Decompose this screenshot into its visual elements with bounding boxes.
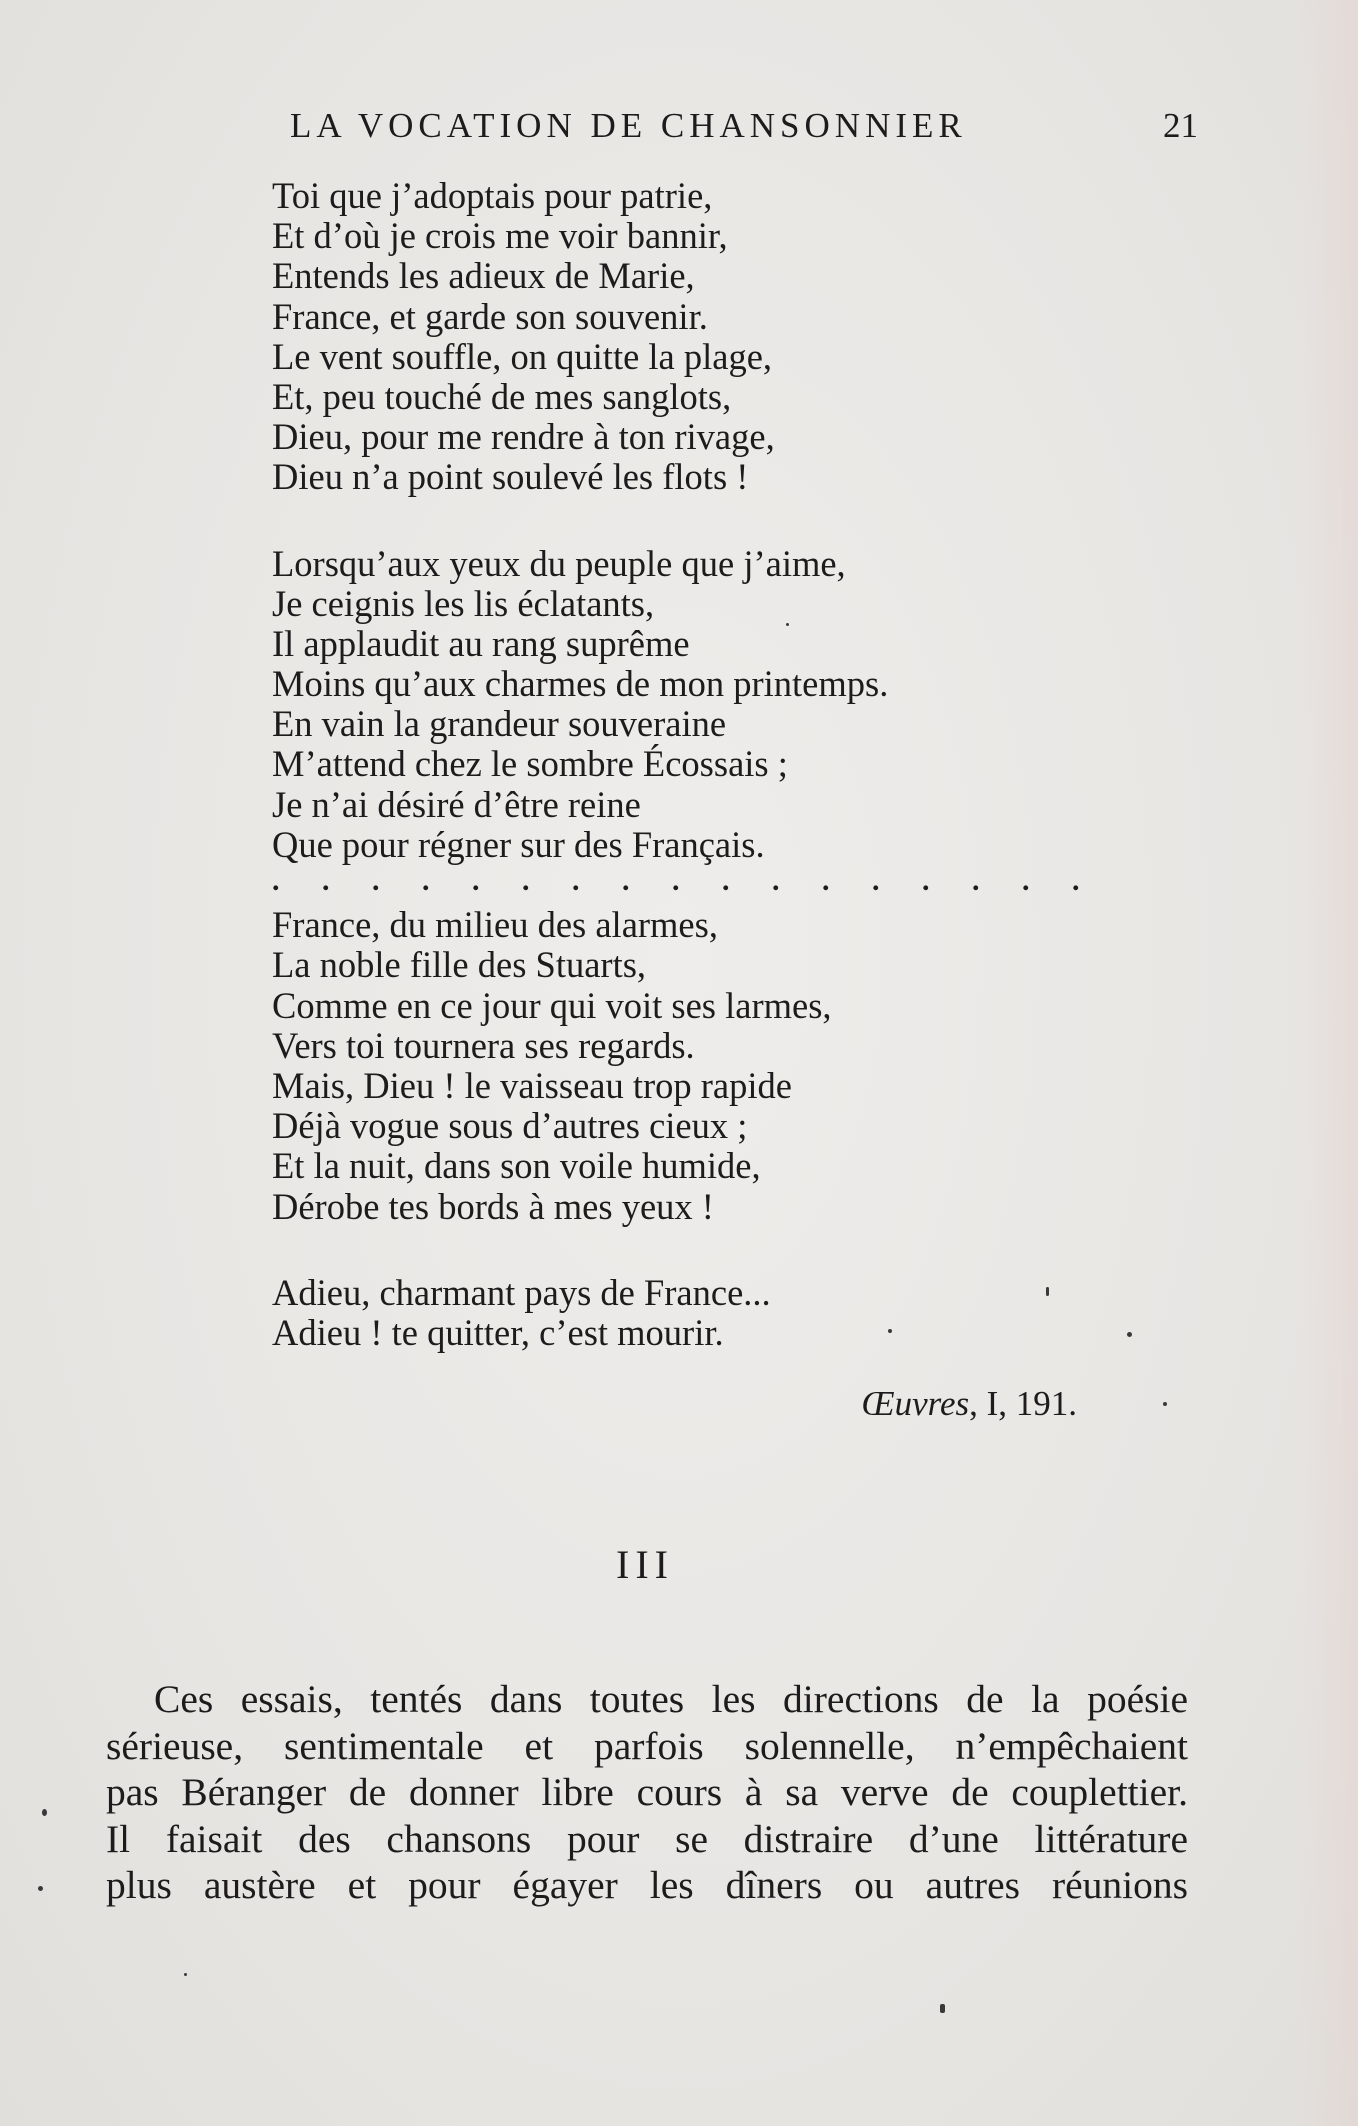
poem-line: Adieu, charmant pays de France... xyxy=(272,1271,771,1313)
poem-line: Adieu ! te quitter, c’est mourir. xyxy=(272,1311,724,1353)
poem-line: France, et garde son souvenir. xyxy=(272,295,708,337)
poem-line: Dérobe tes bords à mes yeux ! xyxy=(272,1185,714,1227)
citation xyxy=(862,1384,1077,1424)
paragraph-line: Il faisait des chansons pour se distraire d’une littérature xyxy=(106,1816,1188,1861)
paper-speck xyxy=(42,1809,47,1816)
poem-line: Mais, Dieu ! le vaisseau trop rapide xyxy=(272,1064,792,1106)
body-paragraph xyxy=(106,1676,1188,1909)
paper-speck xyxy=(940,2004,945,2013)
omission-dots: . . . . . . . . . . . . . . . . . xyxy=(272,864,1097,897)
poem-line: Et, peu touché de mes sanglots, xyxy=(272,375,732,417)
poem-line: M’attend chez le sombre Écossais ; xyxy=(272,743,788,785)
poem-line: Et d’où je crois me voir bannir, xyxy=(272,215,728,257)
citation-work: Œuvres xyxy=(861,1384,970,1423)
poem-line: Comme en ce jour qui voit ses larmes, xyxy=(272,984,832,1026)
paper-speck xyxy=(888,1329,892,1333)
poem-line: Je n’ai désiré d’être reine xyxy=(272,783,641,825)
paper-speck xyxy=(1127,1332,1132,1337)
paragraph-line: Ces essais, tentés dans toutes les directions de la poésie xyxy=(154,1677,1188,1721)
poem-line: Déjà vogue sous d’autres cieux ; xyxy=(272,1105,748,1147)
paragraph-line: sérieuse, sentimentale et parfois solennelle, n’empêchaient xyxy=(106,1723,1188,1768)
poem-line: Le vent souffle, on quitte la plage, xyxy=(272,335,773,377)
paper-speck xyxy=(786,623,789,626)
page-header xyxy=(290,106,1210,156)
poem-stanza-4 xyxy=(272,1273,1097,1353)
poem-line: Il applaudit au rang suprême xyxy=(272,622,690,664)
poem-line: Toi que j’adoptais pour patrie, xyxy=(272,175,713,216)
poem xyxy=(272,176,1097,1353)
paper-speck xyxy=(184,1973,187,1976)
poem-line: Et la nuit, dans son voile humide, xyxy=(272,1145,761,1187)
poem-line: France, du milieu des alarmes, xyxy=(272,904,718,946)
poem-stanza-2 xyxy=(272,544,1097,866)
poem-stanza-3 xyxy=(272,905,1097,1227)
paper-speck xyxy=(1046,1287,1049,1296)
poem-line: La noble fille des Stuarts, xyxy=(272,944,647,986)
paper-speck xyxy=(1163,1402,1167,1406)
poem-line: Dieu n’a point soulevé les flots ! xyxy=(272,456,749,498)
poem-line: Moins qu’aux charmes de mon printemps. xyxy=(272,663,889,705)
stanza-gap xyxy=(272,1227,1097,1273)
section-heading: III xyxy=(616,1542,674,1587)
page-edge-tint xyxy=(1298,0,1358,2126)
paragraph-line: plus austère et pour égayer les dîners ou autres réunions xyxy=(106,1863,1188,1907)
poem-line: Entends les adieux de Marie, xyxy=(272,255,695,297)
poem-line: Lorsqu’aux yeux du peuple que j’aime, xyxy=(272,542,846,584)
poem-line: Vers toi tournera ses regards. xyxy=(272,1024,695,1066)
page-number: 21 xyxy=(1163,106,1198,145)
poem-line: Je ceignis les lis éclatants, xyxy=(272,582,655,624)
poem-line: En vain la grandeur souveraine xyxy=(272,703,727,745)
paragraph-line: pas Béranger de donner libre cours à sa verve de couplettier. xyxy=(106,1770,1188,1814)
stanza-gap xyxy=(272,498,1097,544)
paper-speck xyxy=(38,1886,43,1891)
poem-line: Dieu, pour me rendre à ton rivage, xyxy=(272,416,775,458)
citation-reference: , I, 191. xyxy=(969,1384,1077,1423)
running-title: LA VOCATION DE CHANSONNIER xyxy=(290,106,967,145)
poem-line: Que pour régner sur des Français. xyxy=(272,823,765,865)
poem-stanza-1 xyxy=(272,176,1097,498)
